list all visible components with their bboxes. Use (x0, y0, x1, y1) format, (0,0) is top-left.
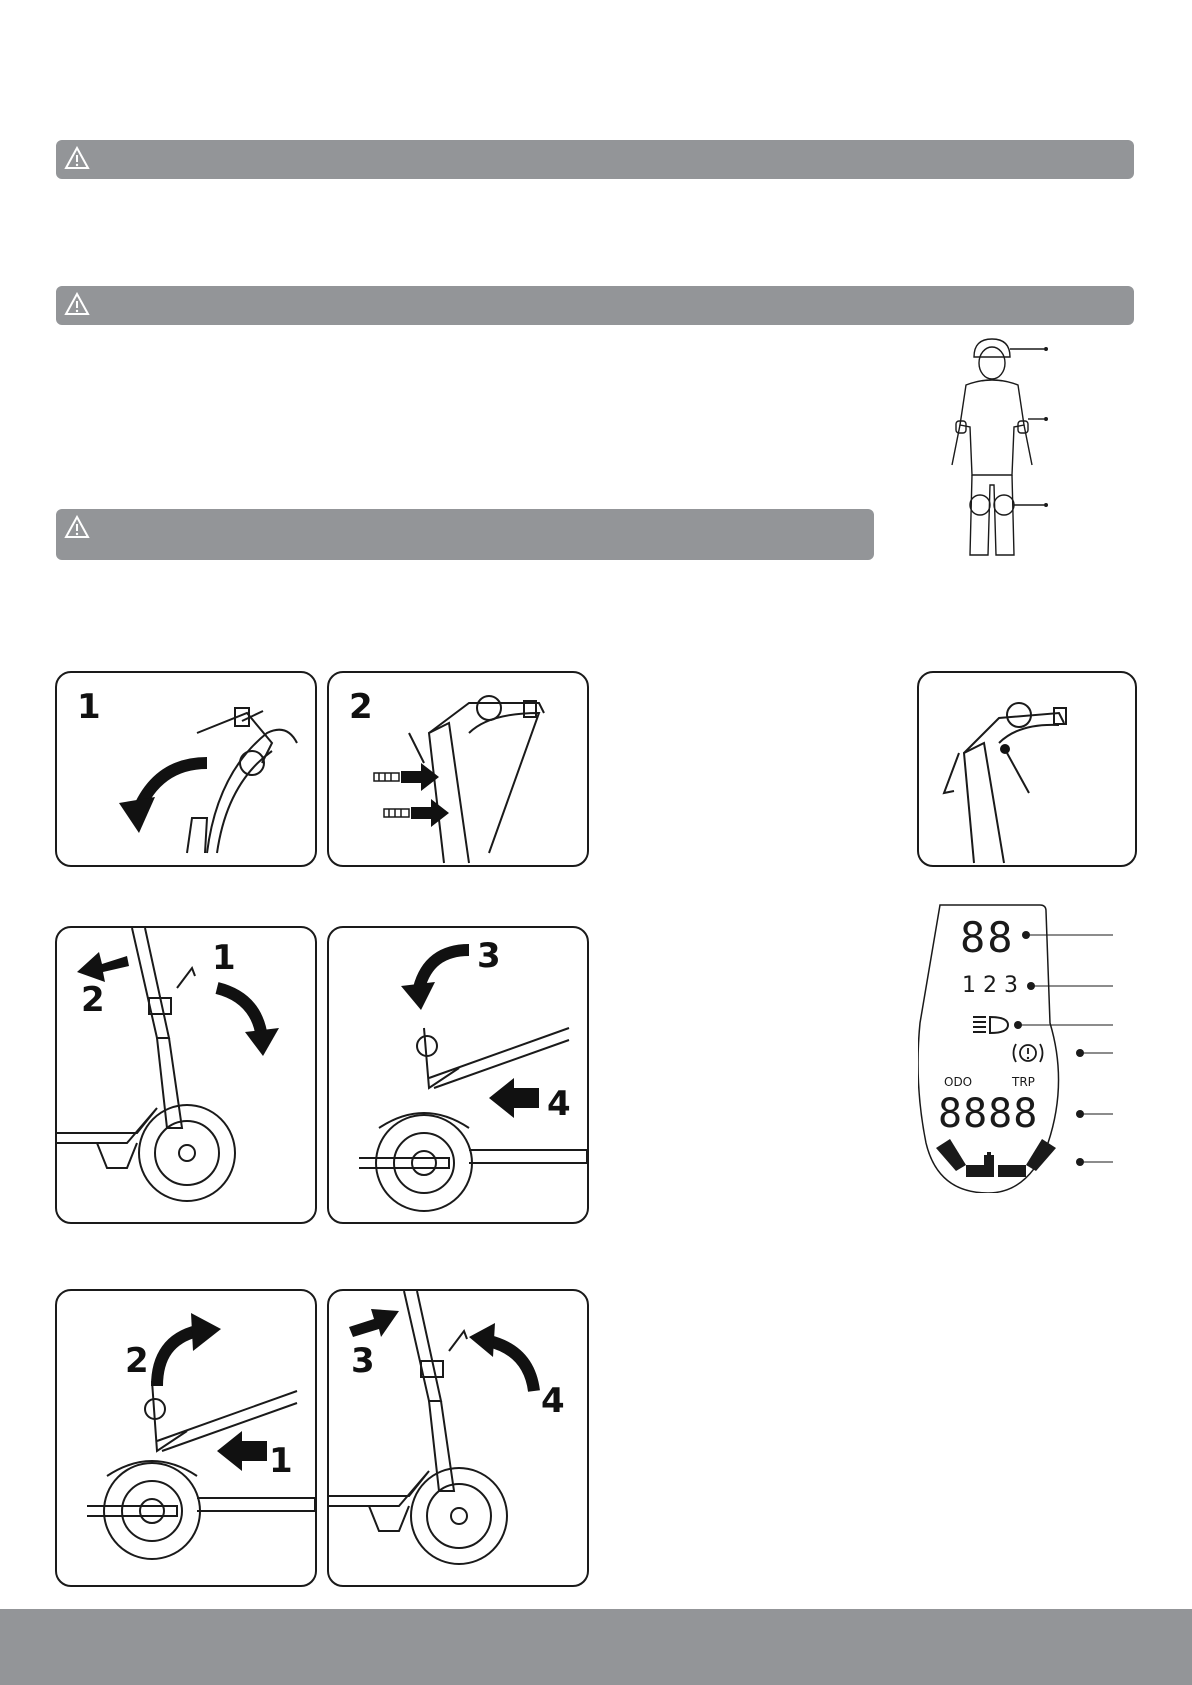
unfold-rear-panel (55, 1289, 317, 1587)
protective-gear-figure (930, 335, 1080, 565)
step-number: 1 (77, 687, 101, 727)
warning-bar-1 (56, 140, 1134, 179)
warning-triangle-icon (64, 146, 90, 170)
curved-arrow-icon (419, 950, 469, 988)
step-number-4b: 4 (541, 1381, 565, 1421)
handlebar-fold-drawing (57, 673, 315, 865)
fold-rear-panel (327, 926, 589, 1224)
footer-bar (0, 1609, 1192, 1685)
step-number-3: 3 (477, 936, 501, 976)
headlight-icon (973, 1017, 1008, 1033)
step-number-4: 4 (547, 1084, 571, 1124)
gear-levels: 1 2 3 (962, 973, 1018, 998)
odo-label: ODO (944, 1075, 973, 1089)
arrow-icon (217, 1431, 267, 1471)
warning-triangle-icon (64, 292, 90, 316)
handlebar-step-2-panel (327, 671, 589, 867)
step-number-1b: 1 (269, 1441, 293, 1481)
scooter-front-fold-drawing (57, 928, 315, 1222)
step-number-2b: 2 (125, 1341, 149, 1381)
curved-arrow-icon (217, 988, 262, 1038)
scooter-rear-unfold-drawing (57, 1291, 315, 1585)
brake-warning-icon (1014, 1044, 1043, 1062)
odometer-digits: 8888 (938, 1091, 1039, 1137)
arrow-icon (349, 1309, 399, 1337)
fold-front-panel (55, 926, 317, 1224)
battery-bar (936, 1139, 1056, 1177)
lcd-display (918, 903, 1118, 1193)
unfold-front-panel (327, 1289, 589, 1587)
step-number-1: 1 (212, 938, 236, 978)
scooter-front-unfold-drawing (329, 1291, 587, 1585)
curved-arrow-icon (489, 1341, 534, 1391)
scooter-rear-fold-drawing (329, 928, 587, 1222)
warning-triangle-icon (64, 515, 90, 539)
warning-bar-2 (56, 286, 1134, 325)
arrow-icon (489, 1078, 539, 1118)
battery-icon (984, 1152, 994, 1171)
knee-pad-icon (970, 495, 990, 515)
arrow-icon (77, 952, 129, 982)
step-number: 2 (349, 687, 373, 727)
trip-label: TRP (1012, 1075, 1035, 1089)
curved-arrow-icon (157, 1331, 197, 1386)
speed-digits: 88 (960, 913, 1015, 962)
helmet-icon (974, 339, 1010, 357)
brake-lever-detail-panel (917, 671, 1137, 867)
handlebar-screw-drawing (329, 673, 587, 865)
handlebar-step-1-panel (55, 671, 317, 867)
step-number-2: 2 (81, 980, 105, 1020)
brake-lever-drawing (919, 673, 1135, 865)
step-number-3b: 3 (351, 1341, 375, 1381)
warning-bar-3 (56, 509, 874, 560)
